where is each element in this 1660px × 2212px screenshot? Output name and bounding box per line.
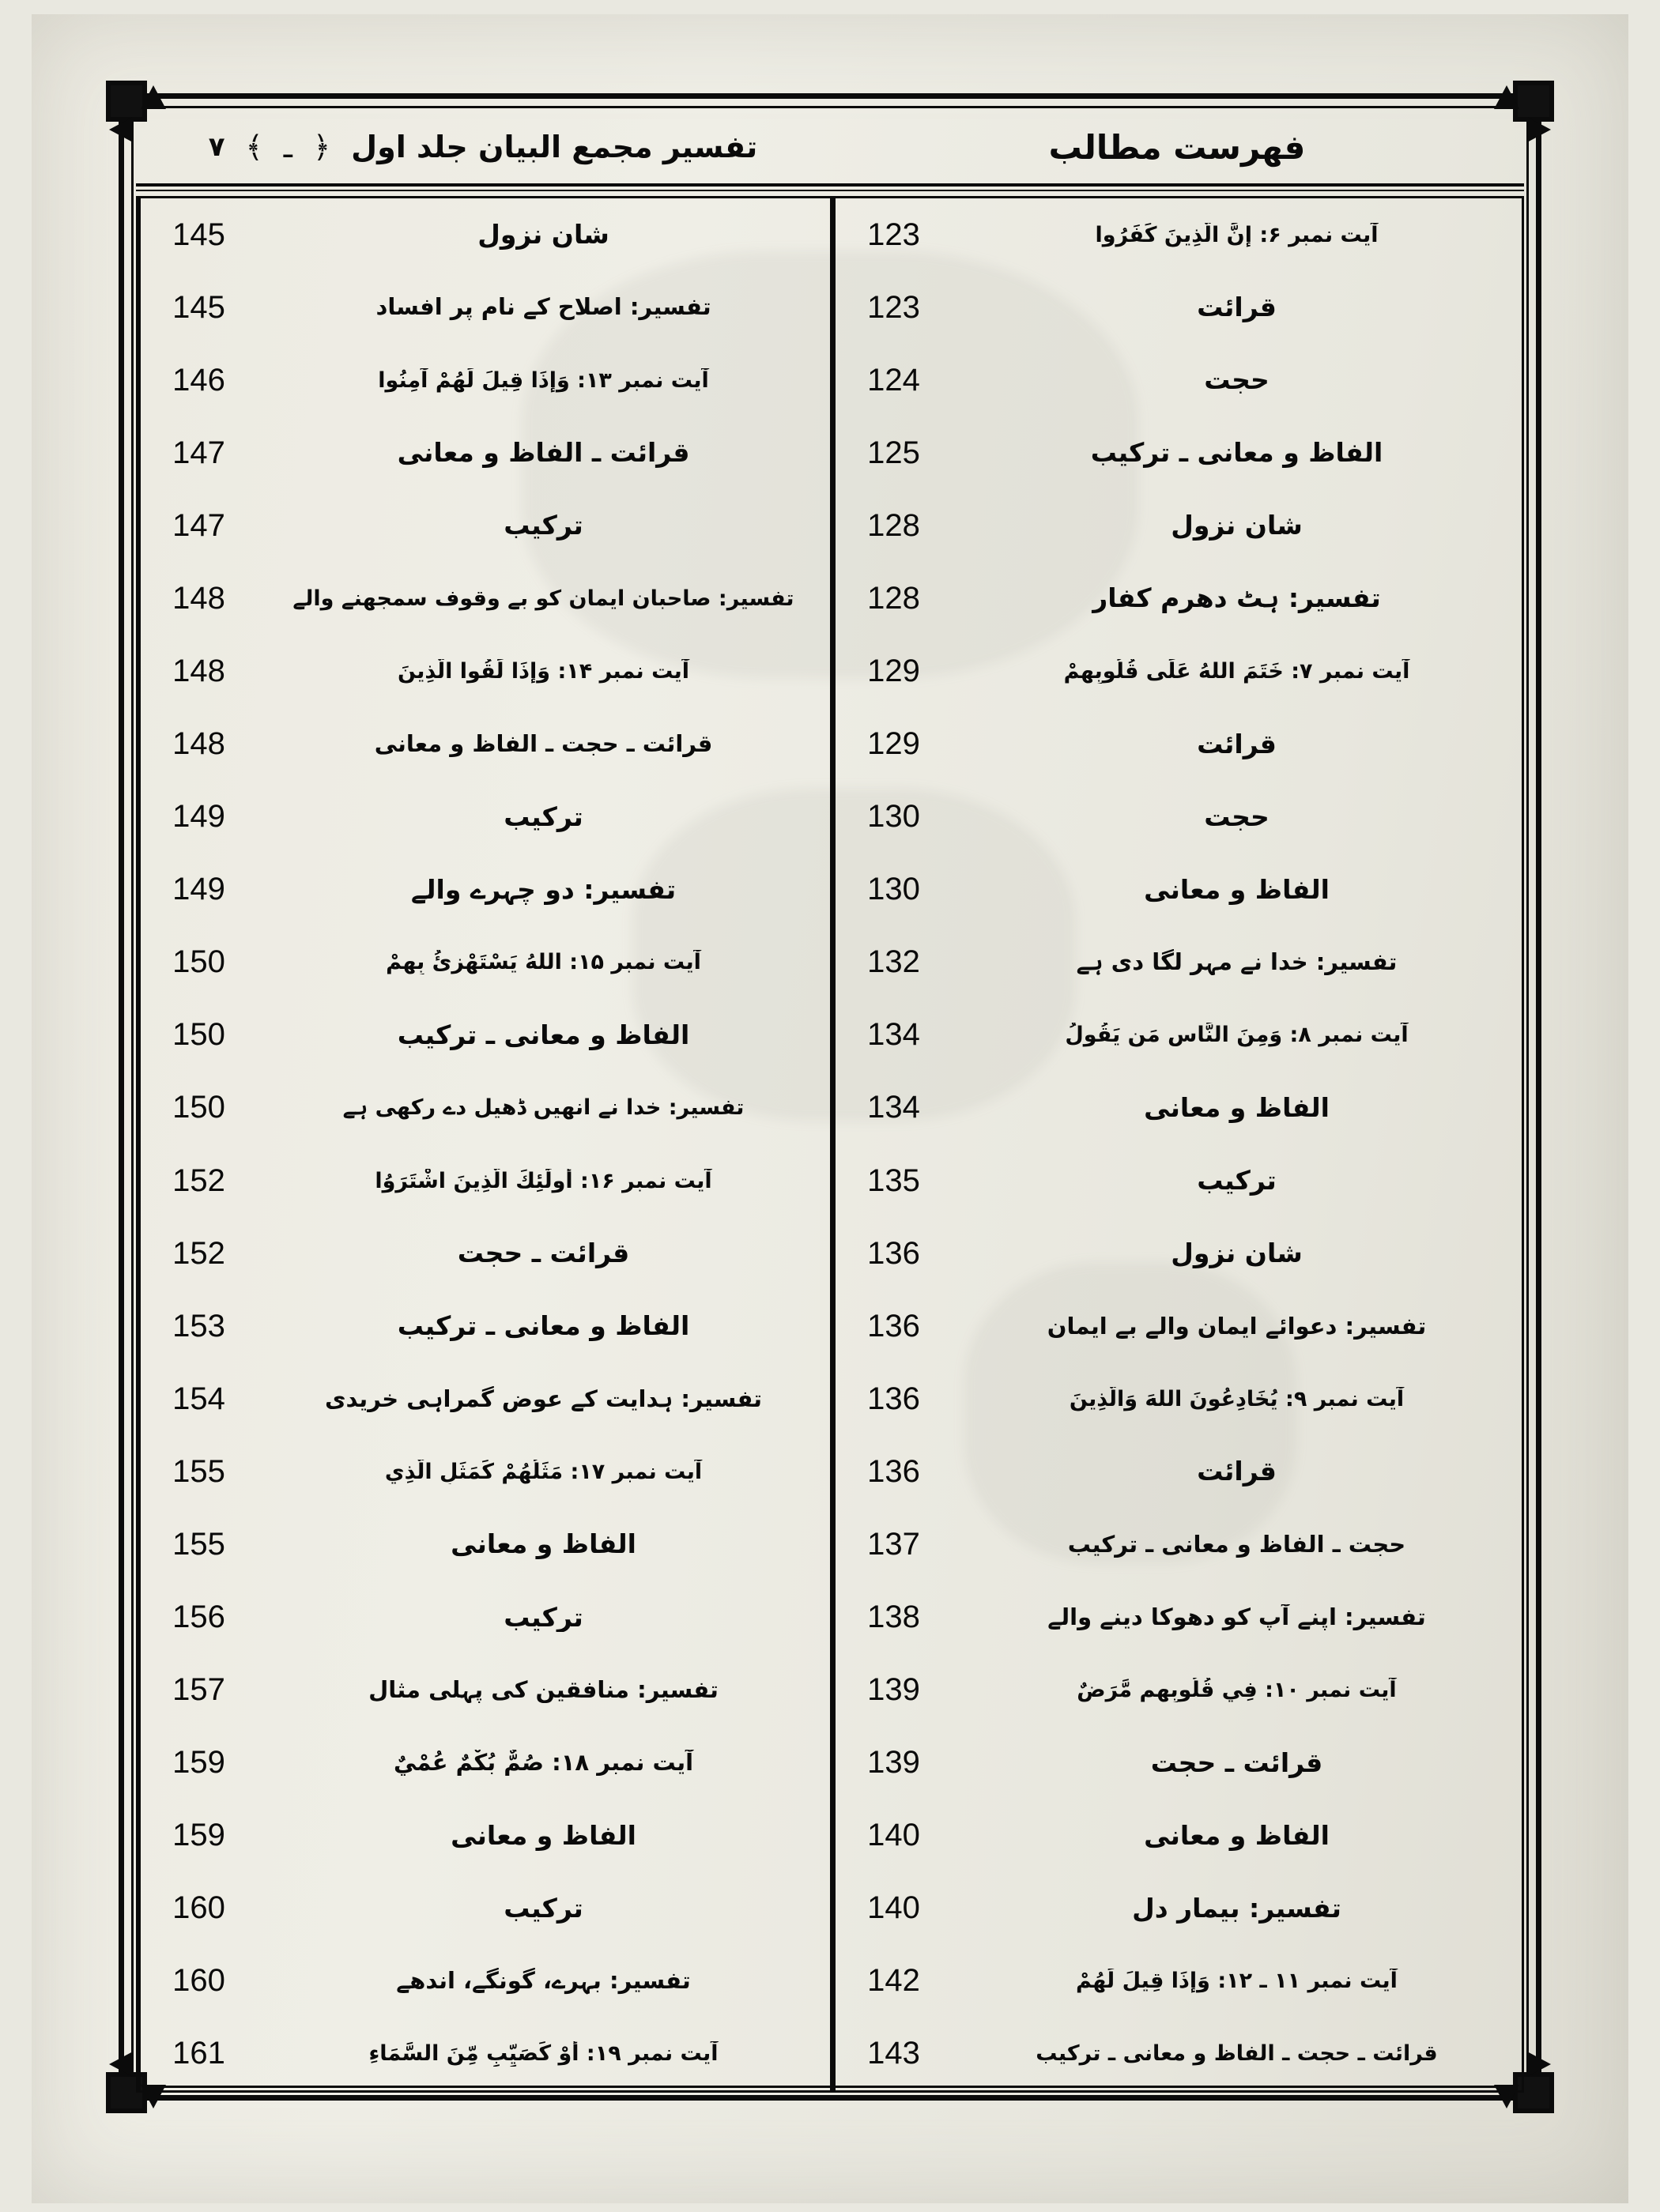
entry-title-cell [257, 875, 830, 905]
ornament-right-icon: ﴾ [245, 130, 263, 164]
entry-page-cell [833, 1072, 952, 1144]
entry-page-number: 124 [867, 362, 920, 398]
entry-title: شان نزول [477, 220, 609, 250]
entry-page-number: 157 [172, 1672, 225, 1708]
table-row[interactable] [138, 1799, 830, 1872]
table-row[interactable] [138, 1508, 830, 1581]
entry-page-cell [138, 781, 257, 854]
entry-page-number: 128 [867, 507, 920, 543]
entry-page-cell [833, 1727, 952, 1799]
entry-page-cell [833, 271, 952, 344]
entry-page-cell [138, 489, 257, 562]
table-row[interactable] [138, 1435, 830, 1508]
entry-title-cell [257, 2041, 830, 2066]
entry-title: قرائت [1197, 1456, 1277, 1487]
entry-page-cell [138, 271, 257, 344]
table-row[interactable] [138, 926, 830, 999]
entry-page-cell [138, 635, 257, 707]
entry-page-number: 146 [172, 362, 225, 398]
entry-page-cell [833, 1872, 952, 1945]
entry-page-cell [833, 1362, 952, 1435]
table-row[interactable] [833, 999, 1522, 1072]
entry-title-cell [952, 1456, 1522, 1487]
table-row[interactable] [138, 1581, 830, 1653]
entry-page-cell [138, 926, 257, 999]
entry-page-cell [833, 198, 952, 271]
entry-title-cell [952, 659, 1522, 684]
entry-title: قرائت ـ حجت ـ الفاظ و معانی [374, 730, 713, 757]
entry-title: قرائت ـ الفاظ و معانی [397, 438, 690, 469]
table-row[interactable] [138, 271, 830, 344]
table-row[interactable] [138, 198, 830, 271]
table-row[interactable] [138, 562, 830, 635]
entry-page-cell [138, 1508, 257, 1581]
entry-title: آیت نمبر ۱۹: أَوْ كَصَيِّبٍ مِّنَ السَّمَاءِ [368, 2041, 719, 2067]
entry-page-cell [138, 999, 257, 1072]
entry-title: قرائت ـ حجت ـ الفاظ و معانی ـ ترکیب [1036, 2041, 1438, 2067]
table-row[interactable] [833, 1217, 1522, 1290]
entry-page-number: 154 [172, 1381, 225, 1416]
entry-page-number: 148 [172, 654, 225, 688]
entry-title: ترکیب [504, 1893, 583, 1924]
entry-page-cell [138, 1144, 257, 1217]
entry-title: قرائت ـ حجت [1150, 1747, 1323, 1778]
entry-title-cell [257, 220, 830, 250]
entry-title-cell [257, 950, 830, 974]
entry-title-cell [257, 731, 830, 757]
table-row[interactable] [833, 416, 1522, 489]
entry-title: آیت نمبر ۱۵: اللهُ يَسْتَهْزِئُ بِهِمْ [386, 950, 701, 975]
entry-title: تفسیر: اپنے آپ کو دھوکا دینے والے [1047, 1603, 1426, 1630]
entry-page-number: 134 [867, 1090, 920, 1125]
entry-page-number: 159 [172, 1818, 225, 1853]
table-row[interactable] [833, 1362, 1522, 1435]
entry-page-number: 155 [172, 1526, 225, 1562]
header-rule [136, 183, 1524, 187]
entry-title: تفسیر: دعوائے ایمان والے بے ایمان [1047, 1313, 1427, 1340]
entry-page-number: 149 [172, 799, 225, 835]
entry-title-cell [952, 949, 1522, 975]
entry-page-number: 130 [867, 872, 920, 907]
entry-page-number: 129 [867, 654, 920, 688]
entry-title: شان نزول [1171, 511, 1303, 541]
entry-page-number: 160 [172, 1890, 225, 1926]
table-row[interactable] [138, 1144, 830, 1217]
entry-title-cell [257, 1311, 830, 1341]
entry-title-cell [257, 1894, 830, 1924]
entry-title: ترکیب [504, 1602, 583, 1633]
entry-page-cell [138, 1072, 257, 1144]
entry-page-number: 143 [867, 2036, 920, 2071]
entry-page-cell [833, 1654, 952, 1727]
entry-page-number: 123 [867, 217, 920, 252]
entry-title-cell [257, 294, 830, 320]
entry-title: تفسیر: دو چہرے والے [410, 874, 677, 905]
entry-page-number: 148 [172, 726, 225, 762]
entry-title-cell [257, 1020, 830, 1050]
entry-title-cell [952, 1238, 1522, 1268]
table-row[interactable] [833, 1581, 1522, 1653]
entry-page-cell [833, 1945, 952, 2018]
entry-title-cell [952, 511, 1522, 541]
entry-title-cell [257, 1750, 830, 1776]
entry-page-cell [138, 708, 257, 781]
entry-page-cell [138, 1945, 257, 2018]
entry-title: الفاظ و معانی [1144, 874, 1330, 905]
entry-title: آیت نمبر ۱۱ ـ ۱۲: وَإِذَا قِيلَ لَهُمْ [1076, 1969, 1398, 1994]
entry-title-cell [257, 1386, 830, 1412]
entry-page-cell [138, 416, 257, 489]
entry-title-cell [952, 1313, 1522, 1340]
entry-title-cell [952, 223, 1522, 247]
entry-title-cell [257, 659, 830, 684]
table-row[interactable] [138, 1945, 830, 2018]
book-title: تفسیر مجمع البیان جلد اول [351, 130, 758, 164]
table-row[interactable] [833, 854, 1522, 926]
contents-column-right [830, 198, 1522, 2090]
table-row[interactable] [138, 489, 830, 562]
entry-page-cell [833, 926, 952, 999]
entry-page-number: 123 [867, 289, 920, 325]
table-row[interactable] [833, 1654, 1522, 1727]
entry-title-cell [257, 511, 830, 541]
entry-title: ترکیب [504, 801, 583, 832]
entry-title: ترکیب [1197, 1166, 1277, 1196]
table-row[interactable] [138, 1290, 830, 1362]
entry-page-cell [833, 854, 952, 926]
entry-page-number: 128 [867, 580, 920, 616]
entry-title: آیت نمبر ۶: إِنَّ الَّذِينَ كَفَرُوا [1095, 222, 1379, 247]
entry-page-cell [138, 1290, 257, 1362]
entry-page-cell [833, 1290, 952, 1362]
table-row[interactable] [138, 416, 830, 489]
header-rule-secondary [136, 190, 1524, 191]
table-row[interactable] [833, 1727, 1522, 1799]
table-row[interactable] [138, 1362, 830, 1435]
folio-number: ۷ [208, 131, 225, 163]
table-row[interactable] [138, 2018, 830, 2090]
entry-page-cell [833, 416, 952, 489]
entry-title-cell [257, 368, 830, 393]
entry-page-cell [138, 1654, 257, 1727]
entry-title-cell [952, 1748, 1522, 1778]
table-row[interactable] [833, 562, 1522, 635]
entry-page-number: 140 [867, 1890, 920, 1926]
entry-page-number: 152 [172, 1163, 225, 1198]
entry-title-cell [952, 1821, 1522, 1851]
table-row[interactable] [833, 489, 1522, 562]
entry-page-cell [833, 1144, 952, 1217]
entry-page-cell [833, 635, 952, 707]
entry-title: الفاظ و معانی [1144, 1093, 1330, 1123]
entry-title: آیت نمبر ۹: يُخَادِعُونَ اللهَ وَالَّذِينَ [1069, 1386, 1405, 1411]
entry-title-cell [257, 802, 830, 832]
entry-page-number: 130 [867, 799, 920, 835]
ornament-left-icon: ﴿ [312, 130, 331, 164]
entry-page-cell [833, 489, 952, 562]
table-row[interactable] [833, 1435, 1522, 1508]
entry-page-cell [138, 1217, 257, 1290]
entry-page-cell [138, 344, 257, 416]
entry-page-number: 145 [172, 289, 225, 325]
entry-page-cell [138, 1727, 257, 1799]
table-row[interactable] [833, 926, 1522, 999]
table-row[interactable] [138, 854, 830, 926]
entry-title: قرائت ـ حجت [457, 1238, 630, 1269]
entry-page-number: 135 [867, 1163, 920, 1198]
entry-title-cell [257, 438, 830, 468]
table-row[interactable] [138, 781, 830, 854]
entry-title: شان نزول [1171, 1238, 1303, 1269]
entry-page-number: 160 [172, 1963, 225, 1999]
entry-page-number: 152 [172, 1235, 225, 1271]
table-row[interactable] [138, 344, 830, 416]
table-row[interactable] [138, 1217, 830, 1290]
entry-title: آیت نمبر ۷: خَتَمَ اللهُ عَلَى قُلُوبِهِمْ [1063, 658, 1410, 684]
entry-page-cell [833, 562, 952, 635]
entry-page-number: 138 [867, 1600, 920, 1635]
header-dash: ـ [283, 130, 292, 164]
entry-title: آیت نمبر ۱۶: أُولَٰئِكَ الَّذِينَ اشْتَرَوُا [375, 1168, 712, 1193]
entry-title: قرائت [1197, 729, 1277, 759]
entry-page-cell [833, 1581, 952, 1653]
entry-title: تفسیر: ہدایت کے عوض گمراہی خریدی [324, 1385, 763, 1412]
entry-title-cell [257, 586, 830, 611]
entry-title: الفاظ و معانی ـ ترکیب [397, 1311, 690, 1342]
entry-page-cell [138, 1581, 257, 1653]
entry-title: الفاظ و معانی ـ ترکیب [1090, 438, 1383, 469]
entry-title-cell [257, 1238, 830, 1268]
entry-page-cell [833, 1435, 952, 1508]
entry-page-number: 147 [172, 435, 225, 470]
entry-page-number: 136 [867, 1381, 920, 1416]
entry-title: الفاظ و معانی [451, 1529, 636, 1560]
entry-page-cell [833, 2018, 952, 2090]
entry-title-cell [952, 1604, 1522, 1630]
header-right-section [830, 128, 1524, 167]
entry-title: تفسیر: منافقین کی پہلی مثال [368, 1676, 719, 1703]
entry-title: آیت نمبر ۱۴: وَإِذَا لَقُوا الَّذِينَ [397, 658, 690, 684]
entry-title-cell [952, 1387, 1522, 1411]
entry-page-cell [138, 1799, 257, 1872]
table-row[interactable] [833, 708, 1522, 781]
entry-page-cell [833, 999, 952, 1072]
entry-page-number: 153 [172, 1308, 225, 1343]
entry-title-cell [257, 1968, 830, 1994]
entry-title-cell [952, 1093, 1522, 1123]
entry-title-cell [952, 1166, 1522, 1196]
table-row[interactable] [138, 1654, 830, 1727]
entry-title: ترکیب [504, 511, 583, 541]
table-row[interactable] [138, 708, 830, 781]
running-header [136, 111, 1524, 183]
contents-column-left [138, 198, 830, 2090]
entry-page-number: 139 [867, 1745, 920, 1781]
entry-title: تفسیر: بہرے، گونگے، اندھے [396, 1968, 691, 1995]
table-row[interactable] [833, 198, 1522, 271]
entry-page-cell [833, 1217, 952, 1290]
entry-title: آیت نمبر ۱۰: فِي قُلُوبِهِم مَّرَضٌ [1077, 1678, 1397, 1703]
entry-title: آیت نمبر ۱۳: وَإِذَا قِيلَ لَهُمْ آمِنُوا [378, 367, 709, 393]
entry-title-cell [952, 802, 1522, 832]
table-row[interactable] [833, 781, 1522, 854]
table-row[interactable] [833, 271, 1522, 344]
entry-page-number: 129 [867, 726, 920, 762]
entry-page-cell [138, 854, 257, 926]
table-row[interactable] [833, 1872, 1522, 1945]
entry-title-cell [952, 729, 1522, 759]
entry-page-number: 136 [867, 1235, 920, 1271]
entry-page-number: 161 [172, 2036, 225, 2071]
entry-title-cell [952, 1969, 1522, 1993]
entry-title: حجت [1204, 365, 1270, 396]
entry-title-cell [952, 2041, 1522, 2066]
entry-page-number: 136 [867, 1308, 920, 1343]
entry-title: حجت ـ الفاظ و معانی ـ ترکیب [1067, 1531, 1406, 1558]
table-row[interactable] [833, 1290, 1522, 1362]
table-row[interactable] [833, 1799, 1522, 1872]
entry-page-number: 148 [172, 580, 225, 616]
table-row[interactable] [833, 344, 1522, 416]
entry-page-cell [833, 344, 952, 416]
table-row[interactable] [138, 1872, 830, 1945]
entry-title: الفاظ و معانی [451, 1820, 636, 1851]
entry-page-cell [833, 708, 952, 781]
entry-page-cell [833, 781, 952, 854]
entry-page-number: 156 [172, 1600, 225, 1635]
entry-title-cell [257, 1603, 830, 1633]
table-row[interactable] [833, 1945, 1522, 2018]
entry-title: قرائت [1197, 292, 1277, 323]
table-row[interactable] [833, 1072, 1522, 1144]
table-row[interactable] [138, 999, 830, 1072]
header-left-section [136, 130, 830, 164]
entry-page-number: 136 [867, 1453, 920, 1489]
entry-page-number: 150 [172, 944, 225, 980]
table-row[interactable] [138, 1727, 830, 1799]
entry-page-cell [138, 562, 257, 635]
entry-page-cell [138, 2018, 257, 2090]
entry-title: تفسیر: اصلاح کے نام پر افساد [375, 294, 711, 321]
entry-page-cell [833, 1508, 952, 1581]
entry-title-cell [952, 583, 1522, 613]
entry-page-number: 145 [172, 217, 225, 252]
entry-title: آیت نمبر ۸: وَمِنَ النَّاسِ مَن يَقُولُ [1065, 1023, 1409, 1048]
page-title: فهرست مطالب [1048, 127, 1306, 167]
entry-title-cell [257, 1821, 830, 1851]
entry-title: حجت [1204, 801, 1270, 832]
entry-page-cell [138, 1362, 257, 1435]
table-row[interactable] [138, 1072, 830, 1144]
entry-title: آیت نمبر ۱۸: صُمٌّ بُكْمٌ عُمْيٌ [393, 1750, 694, 1776]
entry-title: تفسیر: ہٹ دھرم کفار [1092, 583, 1381, 614]
entry-title-cell [257, 1529, 830, 1559]
entry-page-number: 147 [172, 507, 225, 543]
entry-title: تفسیر: خدا نے انھیں ڈھیل دے رکھی ہے [342, 1095, 745, 1121]
entry-title-cell [257, 1460, 830, 1484]
entry-page-number: 155 [172, 1453, 225, 1489]
entry-title-cell [257, 1677, 830, 1703]
entry-title: تفسیر: صاحبان ایمان کو بے وقوف سمجھنے والے [292, 586, 794, 611]
table-row[interactable] [833, 1508, 1522, 1581]
entry-title-cell [952, 1023, 1522, 1047]
entry-page-number: 132 [867, 944, 920, 980]
table-row[interactable] [833, 635, 1522, 707]
table-row[interactable] [833, 2018, 1522, 2090]
entry-title-cell [952, 365, 1522, 395]
entry-page-number: 142 [867, 1963, 920, 1999]
entry-page-number: 125 [867, 435, 920, 470]
entry-title: تفسیر: بیمار دل [1132, 1893, 1341, 1924]
entry-page-number: 159 [172, 1745, 225, 1781]
entry-title: تفسیر: خدا نے مہر لگا دی ہے [1076, 949, 1398, 976]
entry-title-cell [952, 875, 1522, 905]
entry-title: آیت نمبر ۱۷: مَثَلُهُمْ كَمَثَلِ الَّذِي [384, 1459, 703, 1484]
entry-page-number: 149 [172, 872, 225, 907]
table-row[interactable] [833, 1144, 1522, 1217]
entry-title: الفاظ و معانی [1144, 1820, 1330, 1851]
entry-page-cell [138, 1435, 257, 1508]
entry-page-number: 150 [172, 1090, 225, 1125]
entry-page-cell [833, 1799, 952, 1872]
entry-title-cell [952, 1532, 1522, 1558]
entry-title-cell [952, 1894, 1522, 1924]
entry-title-cell [952, 292, 1522, 322]
entry-page-cell [138, 1872, 257, 1945]
entry-title-cell [257, 1095, 830, 1120]
entry-page-number: 150 [172, 1017, 225, 1053]
entry-page-number: 134 [867, 1017, 920, 1053]
entry-page-number: 137 [867, 1526, 920, 1562]
entry-page-cell [138, 198, 257, 271]
contents-table [136, 196, 1524, 2093]
entry-title-cell [952, 1678, 1522, 1702]
entry-title-cell [952, 438, 1522, 468]
entry-page-number: 139 [867, 1672, 920, 1708]
table-row[interactable] [138, 635, 830, 707]
entry-title-cell [257, 1169, 830, 1193]
entry-page-number: 140 [867, 1818, 920, 1853]
entry-title: الفاظ و معانی ـ ترکیب [397, 1019, 690, 1050]
